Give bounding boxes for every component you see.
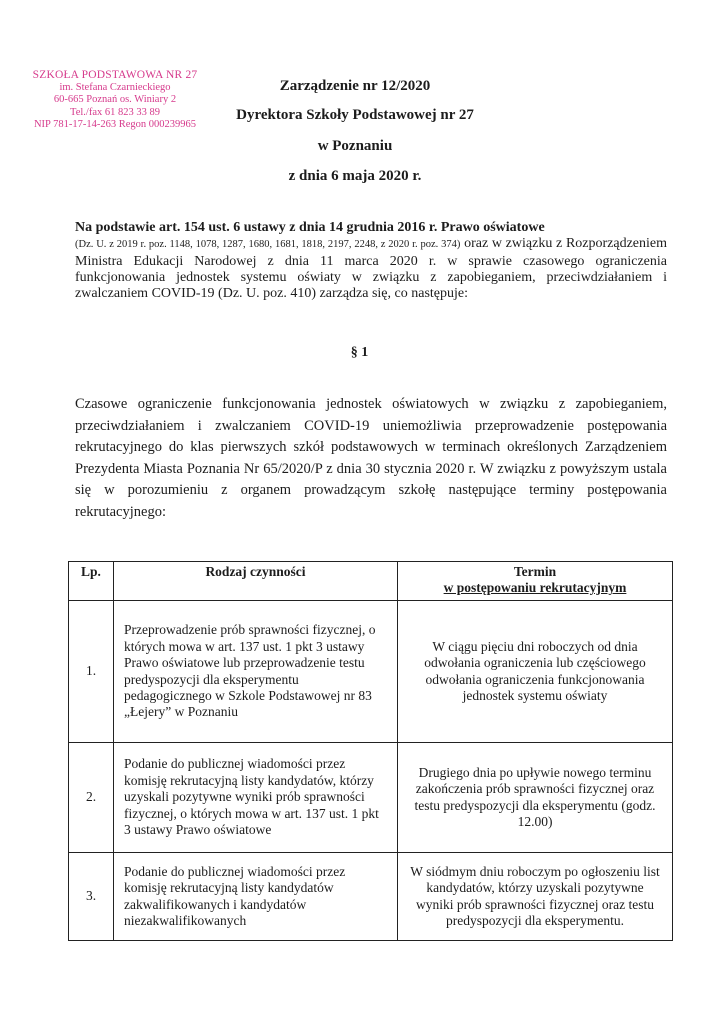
- row-term: W siódmym dniu roboczym po ogłoszeniu list kandydatów, którzy uzyskali pozytywne wyniki prób sprawności fizycznej oraz testu predyspozycji dla eksperymentu.: [398, 853, 673, 941]
- header-activity: Rodzaj czynności: [114, 562, 398, 601]
- stamp-address: 60-665 Poznań os. Winiary 2: [53, 94, 177, 105]
- table-header-row: [69, 562, 673, 601]
- row-activity: Podanie do publicznej wiadomości przez komisję rekrutacyjną listy kandydatów, którzy uzyskali pozytywne wyniki prób sprawności fizycznej, o których mowa w art. 137 ust. 1 pkt 3 ustawy Prawo oświatowe: [114, 743, 398, 853]
- stamp-nip-regon: NIP 781-17-14-263 Regon 000239965: [33, 119, 197, 130]
- legal-basis-citation: (Dz. U. z 2019 r. poz. 1148, 1078, 1287, 1680, 1681, 1818, 2197, 2248, z 2020 r. poz. 374): [75, 239, 461, 251]
- row-number: 3.: [69, 853, 114, 941]
- row-activity: Przeprowadzenie prób sprawności fizycznej, o których mowa w art. 137 ust. 1 pkt 3 ustawy Prawo oświatowe lub przeprowadzenie testu predyspozycji dla eksperymentu pedagogicznego w Szkole Podstawowej nr 83 „Łejery” w Poznaniu: [114, 601, 398, 743]
- row-number: 1.: [69, 601, 114, 743]
- table-row: [69, 853, 673, 941]
- legal-basis-text: oraz w związku z Rozporządzeniem Ministra Edukacji Narodowej z dnia 11 marca 2020 r. w sprawie czasowego ograniczenia funkcjonowania jednostek systemu oświaty w związku z zapobieganiem, przeciwdziałaniem i zwalczaniem COVID-19 (Dz. U. poz. 410) zarządza się, co następuje:: [75, 236, 668, 302]
- school-stamp: [22, 69, 208, 132]
- header-term-line1: Termin: [513, 564, 557, 579]
- row-term: Drugiego dnia po upływie nowego terminu zakończenia prób sprawności fizycznej oraz testu predyspozycji dla eksperymentu (godz. 12.00): [398, 743, 673, 853]
- stamp-patron: im. Stefana Czarnieckiego: [59, 81, 171, 93]
- table-row: [69, 743, 673, 853]
- document-issuer: Dyrektora Szkoły Podstawowej nr 27: [236, 107, 474, 123]
- header-term-line2: w postępowaniu rekrutacyjnym: [443, 580, 627, 596]
- legal-basis: [75, 220, 667, 302]
- legal-basis-bold: Na podstawie art. 154 ust. 6 ustawy z dnia 14 grudnia 2016 r. Prawo oświatowe: [75, 220, 545, 235]
- row-activity: Podanie do publicznej wiadomości przez komisję rekrutacyjną listy kandydatów zakwalifikowanych i kandydatów niezakwalifikowanych: [114, 853, 398, 941]
- stamp-phone: Tel./fax 61 823 33 89: [70, 106, 160, 118]
- schedule-table: [68, 561, 673, 941]
- document-title: Zarządzenie nr 12/2020: [279, 78, 431, 94]
- row-number: 2.: [69, 743, 114, 853]
- document-city: w Poznaniu: [317, 138, 393, 154]
- stamp-school-name: SZKOŁA PODSTAWOWA NR 27: [32, 69, 198, 81]
- header-lp: Lp.: [69, 562, 114, 601]
- main-paragraph: Czasowe ograniczenie funkcjonowania jednostek oświatowych w związku z zapobieganiem, przeciwdziałaniem i zwalczaniem COVID-19 uniemożliwia przeprowadzenie postępowania rekrutacyjnego do klas pierwszych szkół podstawowych w terminach określonych Zarządzeniem Prezydenta Miasta Poznania Nr 65/2020/P z dnia 30 stycznia 2020 r. W związku z powyższym ustala się w porozumieniu z organem prowadzącym szkołę następujące terminy postępowania rekrutacyjnego:: [75, 396, 667, 520]
- section-heading: § 1: [350, 345, 369, 360]
- document-date: z dnia 6 maja 2020 r.: [288, 168, 422, 184]
- header-term: [398, 562, 673, 601]
- table-row: [69, 601, 673, 743]
- row-term: W ciągu pięciu dni roboczych od dnia odwołania ograniczenia lub częściowego odwołania ograniczenia funkcjonowania jednostek systemu oświaty: [398, 601, 673, 743]
